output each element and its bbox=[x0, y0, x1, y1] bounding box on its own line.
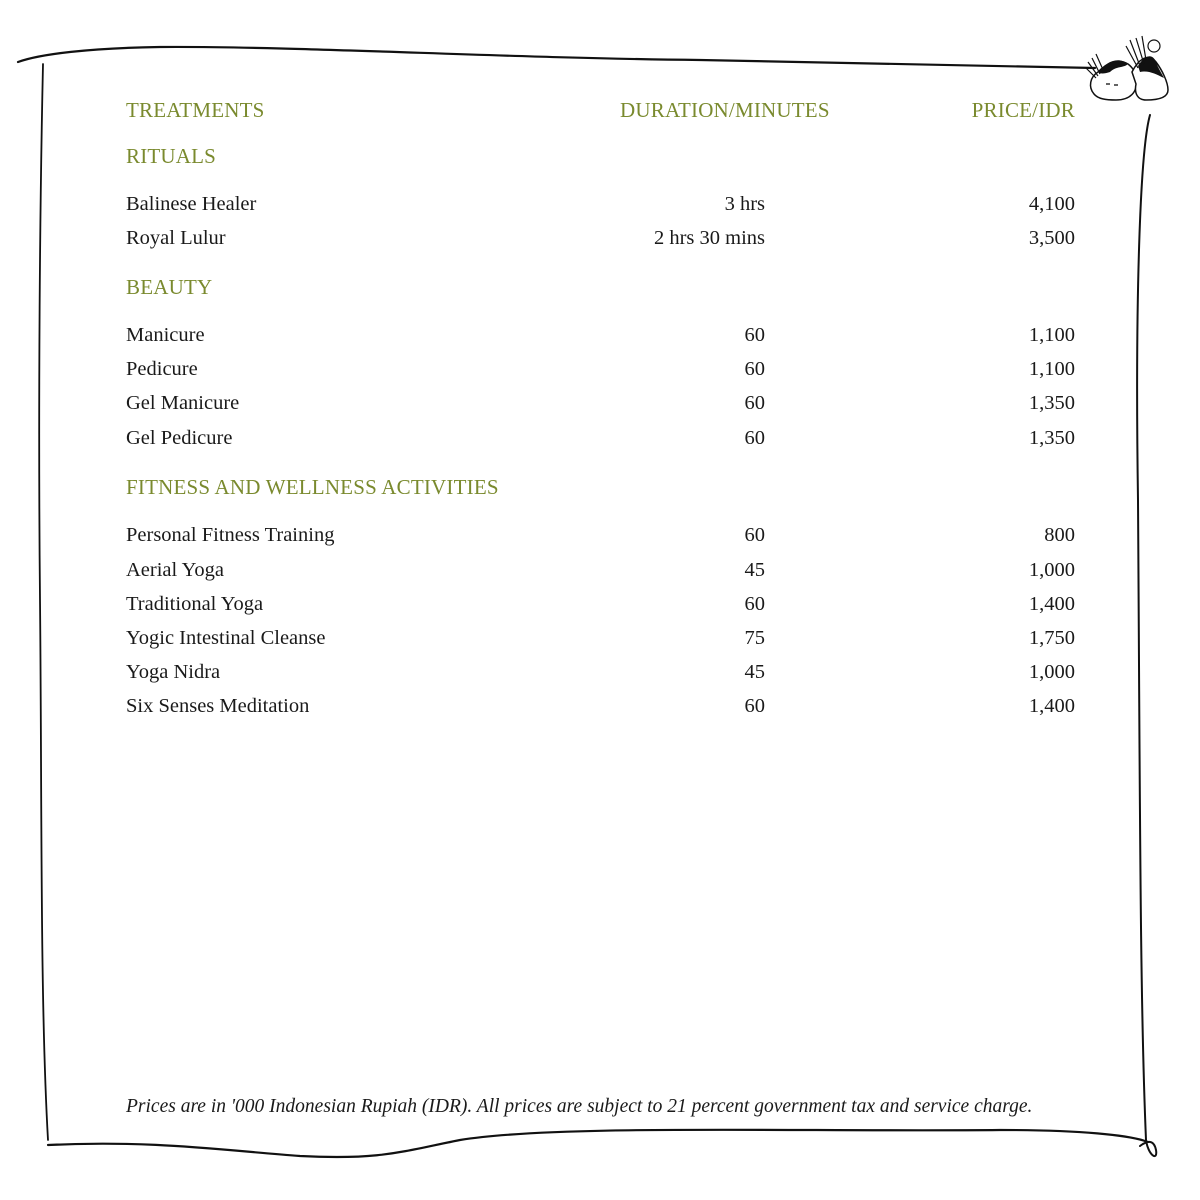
section-title-rituals: RITUALS bbox=[126, 144, 217, 168]
table-row bbox=[0, 524, 1200, 554]
table-row bbox=[0, 661, 1200, 691]
treatment-duration: 60 bbox=[744, 695, 765, 717]
table-row bbox=[0, 358, 1200, 388]
treatment-price: 1,350 bbox=[1028, 427, 1075, 449]
table-row bbox=[0, 627, 1200, 657]
header-duration: DURATION/MINUTES bbox=[620, 98, 830, 122]
treatment-price: 3,500 bbox=[1028, 227, 1075, 249]
treatment-duration: 2 hrs 30 mins bbox=[653, 227, 765, 249]
treatment-name: Royal Lulur bbox=[126, 227, 226, 249]
treatment-duration: 60 bbox=[744, 524, 765, 546]
table-row bbox=[0, 559, 1200, 589]
treatment-name: Aerial Yoga bbox=[126, 559, 224, 581]
section-title-beauty: BEAUTY bbox=[126, 275, 213, 299]
table-row bbox=[0, 427, 1200, 457]
treatment-duration: 75 bbox=[744, 627, 765, 649]
treatment-price: 1,400 bbox=[1028, 593, 1075, 615]
treatment-duration: 60 bbox=[744, 427, 765, 449]
treatment-duration: 60 bbox=[744, 358, 765, 380]
table-row bbox=[0, 227, 1200, 257]
treatment-duration: 60 bbox=[744, 324, 765, 346]
treatment-duration: 45 bbox=[744, 559, 765, 581]
treatment-price: 1,750 bbox=[1028, 627, 1075, 649]
table-row bbox=[0, 392, 1200, 422]
treatment-price: 1,400 bbox=[1028, 695, 1075, 717]
treatment-price: 1,000 bbox=[1028, 661, 1075, 683]
table-row bbox=[0, 193, 1200, 223]
hills-illustration-icon bbox=[1082, 32, 1174, 106]
treatment-name: Traditional Yoga bbox=[126, 593, 264, 615]
table-row bbox=[0, 695, 1200, 725]
treatment-name: Six Senses Meditation bbox=[126, 695, 310, 717]
treatment-name: Gel Pedicure bbox=[126, 427, 233, 449]
treatment-name: Yogic Intestinal Cleanse bbox=[126, 627, 326, 649]
treatment-duration: 60 bbox=[744, 593, 765, 615]
treatment-name: Personal Fitness Training bbox=[126, 524, 335, 546]
treatment-name: Manicure bbox=[126, 324, 205, 346]
treatment-price: 4,100 bbox=[1028, 193, 1075, 215]
treatment-duration: 60 bbox=[744, 392, 765, 414]
treatment-price: 1,100 bbox=[1028, 324, 1075, 346]
treatment-name: Pedicure bbox=[126, 358, 198, 380]
treatment-name: Yoga Nidra bbox=[126, 661, 221, 683]
treatment-price: 1,100 bbox=[1028, 358, 1075, 380]
treatment-duration: 45 bbox=[744, 661, 765, 683]
treatment-price: 1,350 bbox=[1028, 392, 1075, 414]
table-row bbox=[0, 593, 1200, 623]
treatment-name: Balinese Healer bbox=[126, 193, 257, 215]
price-footnote: Prices are in '000 Indonesian Rupiah (IDR). All prices are subject to 21 percent government tax and service charge. bbox=[126, 1096, 1033, 1117]
treatment-price: 800 bbox=[1044, 524, 1075, 546]
section-title-fitness: FITNESS AND WELLNESS ACTIVITIES bbox=[126, 475, 499, 499]
header-treatments: TREATMENTS bbox=[126, 98, 265, 122]
table-row bbox=[0, 324, 1200, 354]
header-price: PRICE/IDR bbox=[971, 98, 1075, 122]
treatment-duration: 3 hrs bbox=[724, 193, 765, 215]
treatment-name: Gel Manicure bbox=[126, 392, 240, 414]
treatment-price: 1,000 bbox=[1028, 559, 1075, 581]
